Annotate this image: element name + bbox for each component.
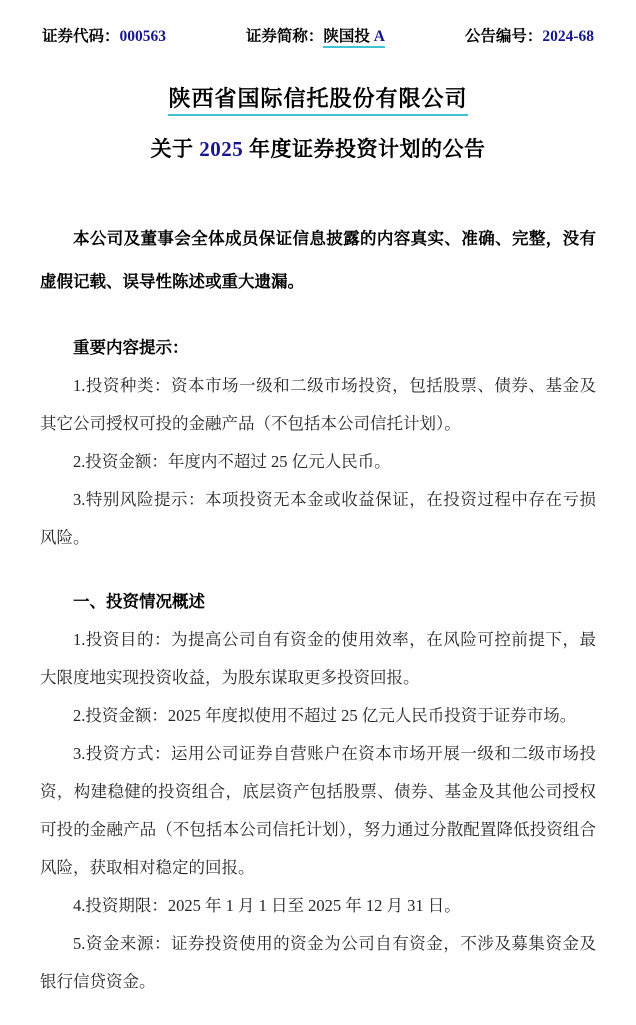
stock-name-suffix: A bbox=[373, 28, 385, 45]
announcement-number-label: 公告编号： bbox=[464, 28, 543, 45]
stock-code-label: 证券代码： bbox=[42, 28, 120, 45]
section1-item-amount: 2.投资金额：2025 年度拟使用不超过 25 亿元人民币投资于证券市场。 bbox=[73, 706, 577, 725]
disclaimer-paragraph: 本公司及董事会全体成员保证信息披露的内容真实、准确、完整，没有虚假记载、误导性陈述或重大遗漏。 bbox=[40, 229, 596, 291]
section1-heading: 一、投资情况概述 bbox=[73, 592, 205, 611]
section1-item-method: 3.投资方式：运用公司证券自营账户在资本市场开展一级和二级市场投资，构建稳健的投资组合，底层资产包括股票、债券、基金及其他公司授权可投的金融产品（不包括本公司信托计划），努力通过分散配置降低投资组合风险，获取相对稳定的回报。 bbox=[40, 744, 596, 877]
announcement-number-value: 2024-68 bbox=[542, 28, 594, 45]
stock-code bbox=[42, 24, 166, 46]
securities-header-row bbox=[40, 20, 596, 46]
announcement-subtitle bbox=[40, 133, 596, 163]
section1-item-period: 4.投资期限：2025 年 1 月 1 日至 2025 年 12 月 31 日。 bbox=[73, 896, 461, 915]
stock-name-value bbox=[323, 28, 385, 48]
company-title bbox=[40, 82, 596, 113]
subtitle-prefix: 关于 bbox=[150, 137, 200, 161]
stock-code-value: 000563 bbox=[119, 28, 167, 45]
stock-name bbox=[246, 24, 385, 46]
stock-name-cn: 陕国投 bbox=[323, 28, 374, 45]
important-item-risk-warning: 3.特别风险提示：本项投资无本金或收益保证，在投资过程中存在亏损风险。 bbox=[40, 490, 596, 547]
subtitle-year: 2025 bbox=[199, 137, 244, 161]
section1-item-purpose: 1.投资目的：为提高公司自有资金的使用效率，在风险可控前提下，最大限度地实现投资收益，为股东谋取更多投资回报。 bbox=[40, 630, 596, 687]
important-item-investment-amount: 2.投资金额：年度内不超过 25 亿元人民币。 bbox=[73, 452, 391, 471]
announcement-number bbox=[465, 24, 594, 46]
section1-item-funding-source: 5.资金来源：证券投资使用的资金为公司自有资金，不涉及募集资金及银行信贷资金。 bbox=[40, 934, 596, 991]
important-item-investment-type: 1.投资种类：资本市场一级和二级市场投资，包括股票、债券、基金及其它公司授权可投的金融产品（不包括本公司信托计划）。 bbox=[40, 376, 596, 433]
important-notes-heading: 重要内容提示： bbox=[73, 338, 189, 357]
stock-name-label: 证券简称： bbox=[245, 28, 324, 45]
company-title-text: 陕西省国际信托股份有限公司 bbox=[168, 86, 467, 116]
subtitle-suffix: 年度证券投资计划的公告 bbox=[243, 137, 486, 161]
